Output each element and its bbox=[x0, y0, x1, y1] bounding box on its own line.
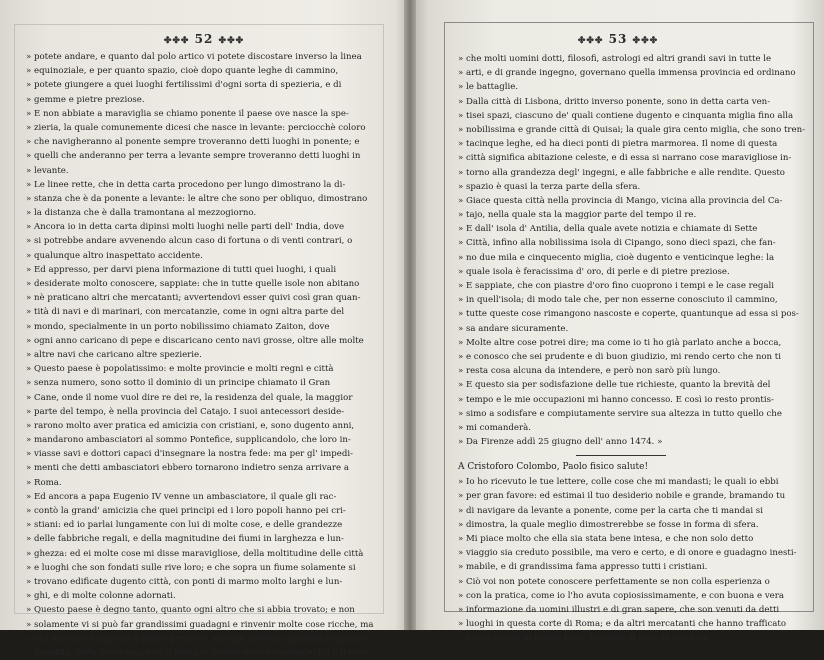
text-line: » luoghi in questa corte di Roma; e da altri mercatanti che hanno trafficato bbox=[458, 619, 787, 630]
ornament-icon: ✤✤✤ bbox=[218, 36, 245, 46]
text-line: » solamente vi si può far grandissimi guadagni e rinvenir molte cose ricche, ma bbox=[26, 619, 374, 630]
text-line: » dimostra, la quale meglio dimostrerebbe se fosse in forma di sfera. bbox=[458, 519, 759, 530]
text-line: » mondo, specialmente in un porto nobilissimo chiamato Zaiton, dove bbox=[26, 321, 330, 332]
text-line: » mandarono ambasciatori al sommo Pontefice, supplicandolo, che loro in- bbox=[26, 435, 351, 446]
text-line: » delle fabbriche regali, e della magnitudine dei fiumi in larghezza e lun- bbox=[26, 534, 344, 545]
text-line: » gemme e pietre preziose. bbox=[26, 94, 145, 105]
text-line: » trovano edificate dugento città, con ponti di marmo molto larghi e lun- bbox=[26, 576, 343, 587]
right-page-text bbox=[458, 52, 806, 646]
text-line: » tajo, nella quale sta la maggior parte del tempo il re. bbox=[458, 210, 697, 221]
text-line: » nobilissima e grande città di Quisai; la quale gira cento miglia, che sono tren- bbox=[458, 124, 806, 135]
text-line: » tacinque leghe, ed ha dieci ponti di pietra marmorea. Il nome di questa bbox=[458, 139, 778, 150]
text-line: » spazio è quasi la terza parte della sfera. bbox=[458, 181, 641, 192]
text-line: » E dall' isola d' Antilia, della quale avete notizia e chiamate di Sette bbox=[458, 224, 758, 235]
text-line: » Roma. bbox=[26, 477, 62, 488]
text-line: » resta cosa alcuna da intendere, e però non sarò più lungo. bbox=[458, 366, 721, 377]
left-page bbox=[0, 0, 408, 658]
text-line: » Cane, onde il nome vuol dire re dei re, la residenza del quale, la maggior bbox=[26, 392, 353, 403]
text-line: » che navigheranno al ponente sempre troveranno detti luoghi in ponente; e bbox=[26, 137, 360, 148]
text-line: » potete andare, e quanto dal polo artico vi potete discostare inverso la linea bbox=[26, 52, 362, 62]
text-line: » oro ancoro ed argento e pietre preziose, ed ogni sorta di spezieria in grande bbox=[26, 633, 368, 644]
text-line: » lungo tempo in quelle parti, persone di grande autorità. bbox=[458, 633, 710, 644]
text-line: » e conosco che sei prudente e di buon giudizio, mi rendo certo che non ti bbox=[458, 351, 782, 362]
text-line: » stiani: ed io parlai lungamente con lui di molte cose, e delle grandezze bbox=[26, 520, 343, 531]
text-line: » rarono molto aver pratica ed amicizia con cristiani, e, sono dugento anni, bbox=[26, 420, 355, 431]
text-line: » che molti uomini dotti, filosofi, astrologi ed altri grandi savi in tutte le bbox=[458, 54, 772, 64]
text-line: » le battaglie. bbox=[458, 82, 519, 93]
text-line: » Dalla città di Lisbona, dritto inverso ponente, sono in detta carta ven- bbox=[458, 96, 771, 107]
text-line: » viasse savi e dottori capaci d'insegnare la nostra fede: ma per gl' impedi- bbox=[26, 449, 353, 460]
text-line: » qualunque altro inaspettato accidente. bbox=[26, 250, 203, 261]
text-line: » tisei spazi, ciascuno de' quali contiene dugento e cinquanta miglia fino alla bbox=[458, 110, 794, 121]
text-line: » simo a sodisfare e compiutamente servire sua altezza in tutto quello che bbox=[458, 408, 782, 419]
text-line: » E sappiate, che con piastre d'oro fino cuoprono i tempi e le case regali bbox=[458, 281, 774, 291]
text-line: » Ed appresso, per darvi piena informazione di tutti quei luoghi, i quali bbox=[26, 264, 337, 275]
text-line: » senza numero, sono sotto il dominio di un principe chiamato il Gran bbox=[26, 378, 331, 389]
text-line: » Giace questa città nella provincia di Mango, vicina alla provincia del Ca- bbox=[458, 195, 783, 206]
text-line: » con la pratica, come io l'ho avuta copiosissimamente, e con buona e vera bbox=[458, 590, 785, 601]
text-line: » E non abbiate a maraviglia se chiamo ponente il paese ove nasce la spe- bbox=[26, 108, 349, 119]
left-page-number: 52 bbox=[194, 32, 214, 46]
section-divider bbox=[458, 449, 796, 459]
text-line: » Questo paese è popolatissimo: e molte provincie e molti regni e città bbox=[26, 364, 334, 375]
text-line: » in quell'isola; di modo tale che, per non esserne conosciuto il cammino, bbox=[458, 295, 778, 306]
text-line: » ghi, e di molte colonne adornati. bbox=[26, 591, 176, 602]
text-line: » torno alla grandezza degl' ingegni, e alle fabbriche e alle rendite. Questo bbox=[458, 167, 785, 178]
text-line: » desiderate molto conoscere, sappiate: che in tutte quelle isole non abitano bbox=[26, 279, 360, 289]
text-line: » Mi piace molto che ella sia stata bene intesa, e che non solo detto bbox=[458, 534, 754, 544]
text-line: » per gran favore: ed estimai il tuo desiderio nobile e grande, bramando tu bbox=[458, 491, 786, 502]
text-line: » di navigare da levante a ponente, come per la carta che ti mandai si bbox=[458, 505, 763, 516]
right-page bbox=[412, 0, 824, 644]
text-line: » stanza che è da ponente a levante: le altre che sono per obliquo, dimostrano bbox=[26, 193, 368, 204]
text-line: » E questo sia per sodisfazione delle tue richieste, quanto la brevità del bbox=[458, 380, 771, 391]
text-line: » Molte altre cose potrei dire; ma come io ti ho già parlato anche a bocca, bbox=[458, 337, 782, 348]
text-line: » parte del tempo, è nella provincia del Catajo. I suoi antecessori deside- bbox=[26, 406, 345, 417]
text-line: » nè praticano altri che mercatanti; avvertendovi esser quivi così gran quan- bbox=[26, 293, 361, 304]
text-line: » ogni anno caricano di pepe e discaricano cento navi grosse, oltre alle molte bbox=[26, 335, 364, 346]
ornament-icon: ✤✤✤ bbox=[577, 36, 604, 46]
text-line: » potete giungere a quei luoghi fertilissimi d'ogni sorta di spezieria, e di bbox=[26, 80, 342, 91]
text-line: » contò la grand' amicizia che quei principi ed i loro popoli hanno pei cri- bbox=[26, 506, 346, 516]
text-line: » viaggio sia creduto possibile, ma vero e certo, e di onore e guadagno inesti- bbox=[458, 548, 797, 559]
ornament-icon: ✤✤✤ bbox=[632, 36, 659, 46]
text-line: » sa andare sicuramente. bbox=[458, 323, 569, 334]
text-line: » Questo paese è degno tanto, quanto ogni altro che si abbia trovato; e non bbox=[26, 605, 355, 616]
text-line: » altre navi che caricano altre spezierie. bbox=[26, 349, 202, 360]
text-line: » equinoziale, e per quanto spazio, cioè dopo quante leghe di cammino, bbox=[26, 66, 339, 77]
text-line: » mi comanderà. bbox=[458, 422, 531, 433]
left-page-header bbox=[0, 32, 408, 46]
text-line: » informazione da uomini illustri e di gran sapere, che son venuti da detti bbox=[458, 604, 780, 615]
text-line: » tità di navi e di marinari, con mercatanzie, come in ogni altra parte del bbox=[26, 307, 345, 318]
text-line: » no due mila e cinquecento miglia, cioè dugento e venticinque leghe: la bbox=[458, 252, 775, 263]
text-line: » zieria, la quale comunemente dicesi che nasce in levante: perciocchè coloro bbox=[26, 122, 366, 133]
divider-rule bbox=[576, 455, 666, 456]
text-line: » e luoghi che son fondati sulle rive loro; e che sopra un fiume solamente si bbox=[26, 562, 356, 573]
text-line: » levante. bbox=[26, 165, 69, 176]
text-line: » Ancora io in detta carta dipinsi molti luoghi nelle parti dell' India, dove bbox=[26, 222, 345, 233]
text-line: » tempo e le mie occupazioni mi hanno concesso. E così io resto prontis- bbox=[458, 394, 774, 405]
text-line: » quantità, della quale mai non si porta in queste nostre contrade. Ed è il vero, bbox=[26, 647, 371, 658]
text-line: » menti che detti ambasciatori ebbero tornarono indietro senza arrivare a bbox=[26, 463, 349, 474]
text-line: » Città, infino alla nobilissima isola di Cipango, sono dieci spazi, che fan- bbox=[458, 238, 776, 249]
text-line: » si potrebbe andare avvenendo alcun caso di fortuna o di venti contrari, o bbox=[26, 236, 353, 247]
text-line: » ghezza: ed ei molte cose mi disse maravigliose, della moltitudine delle città bbox=[26, 548, 364, 559]
text-line: » la distanza che è dalla tramontana al mezzogiorno. bbox=[26, 208, 257, 219]
left-page-text bbox=[26, 50, 374, 660]
text-line: » quale isola è feracissima d' oro, di perle e di pietre preziose. bbox=[458, 266, 730, 277]
right-page-header bbox=[412, 32, 824, 46]
right-page-number: 53 bbox=[608, 32, 628, 46]
text-line: » città significa abitazione celeste, e di essa si narrano cose maravigliose in- bbox=[458, 153, 792, 164]
text-line: » Le linee rette, che in detta carta procedono per lungo dimostrano la di- bbox=[26, 179, 346, 190]
text-line: » arti, e di grande ingegno, governano quella immensa provincia ed ordinano bbox=[458, 68, 796, 79]
text-line: » quelli che anderanno per terra a levante sempre troveranno detti luoghi in bbox=[26, 151, 361, 162]
text-line: » tutte queste cose rimangono nascoste e coperte, quantunque ad essa si pos- bbox=[458, 309, 799, 320]
text-line: » mabile, e di grandissima fama appresso tutti i cristiani. bbox=[458, 562, 708, 573]
text-line: » Ed ancora a papa Eugenio IV venne un ambasciatore, il quale gli rac- bbox=[26, 491, 337, 502]
ornament-icon: ✤✤✤ bbox=[163, 36, 190, 46]
text-line: » Da Firenze addì 25 giugno dell' anno 1474. » bbox=[458, 437, 663, 448]
letter-salutation: A Cristoforo Colombo, Paolo fisico salute! bbox=[458, 462, 649, 473]
text-line: » Io ho ricevuto le tue lettere, colle cose che mi mandasti; le quali io ebbi bbox=[458, 477, 779, 488]
text-line: » Ciò voi non potete conoscere perfettamente se non colla esperienza o bbox=[458, 576, 770, 587]
